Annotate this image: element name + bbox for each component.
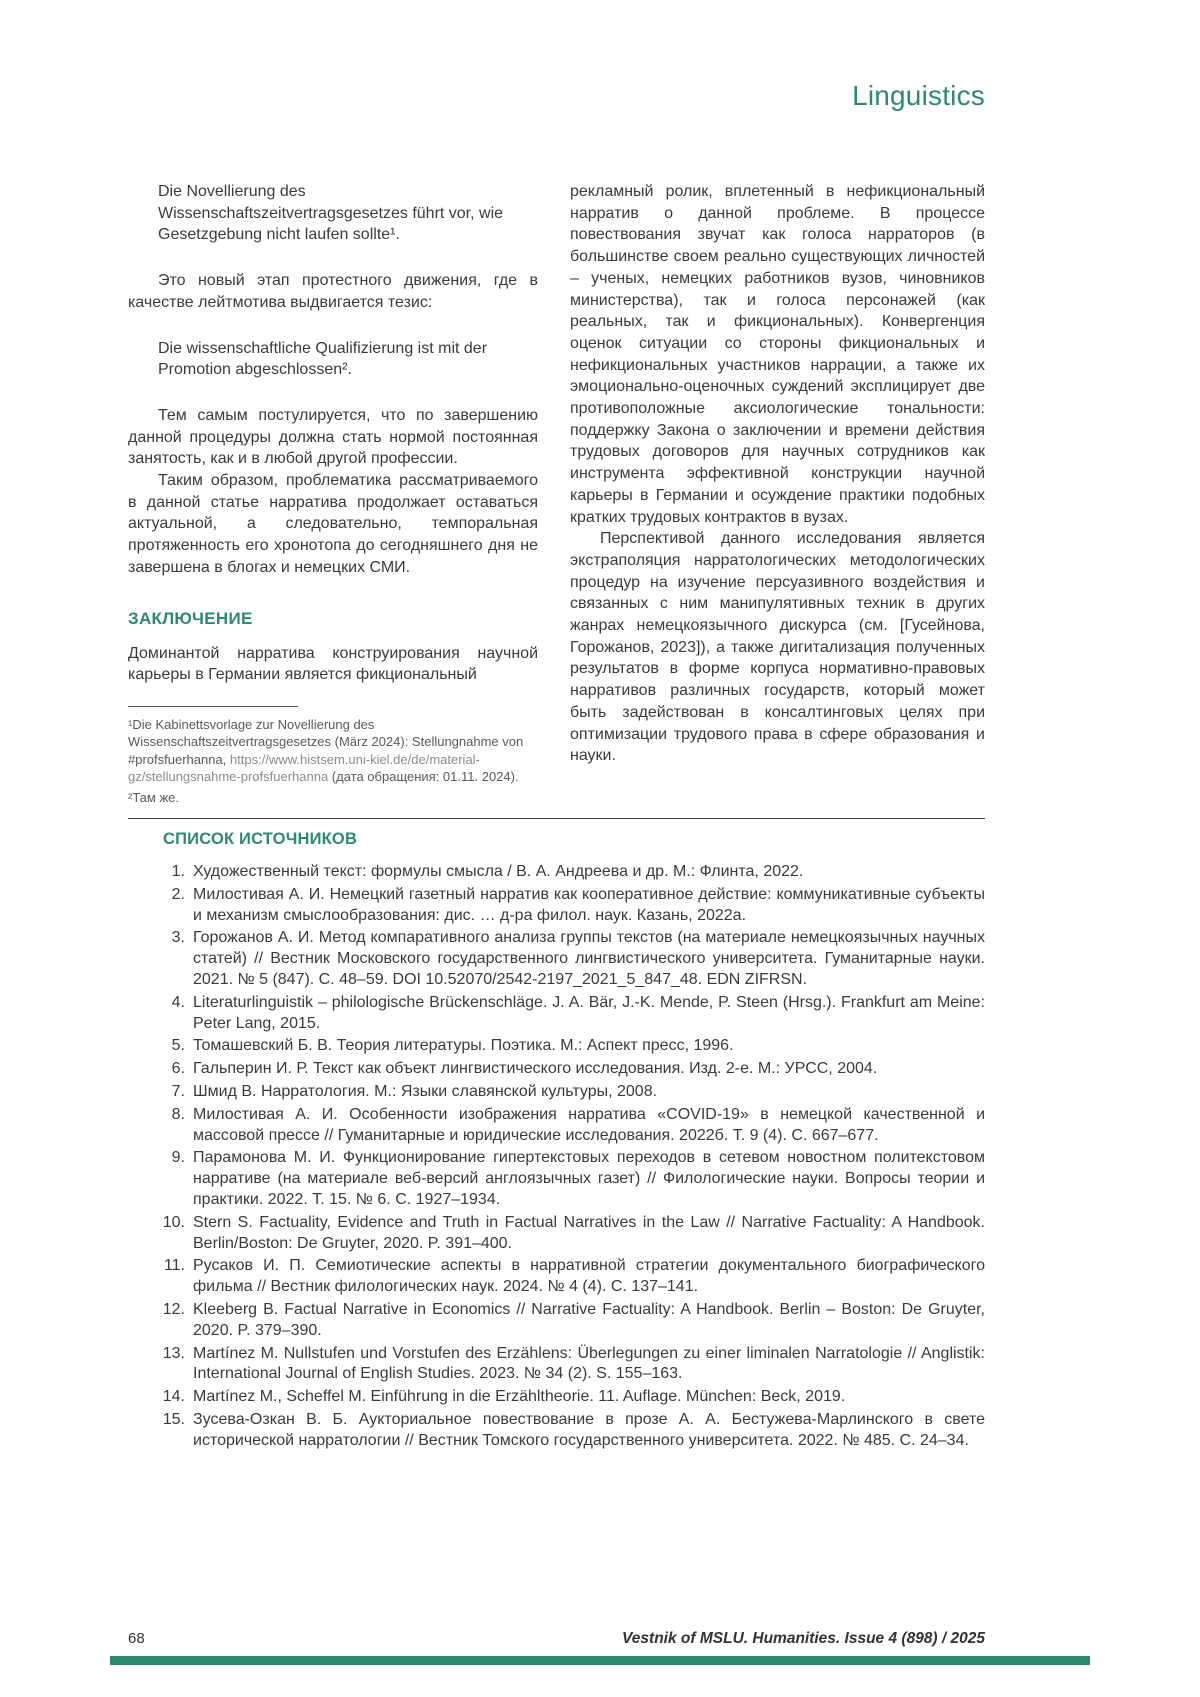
footnote-1-link[interactable]: https://www.histsem.uni-kiel.de/de/material-gz/stellungsnahme-profsfuerhanna bbox=[128, 751, 480, 785]
reference-number: 4. bbox=[171, 993, 185, 1011]
reference-text: Шмид В. Нарратология. М.: Языки славянской культуры, 2008. bbox=[193, 1082, 658, 1100]
reference-item bbox=[128, 1082, 985, 1103]
reference-number: 8. bbox=[171, 1105, 185, 1123]
footnote-1-text: ¹Die Kabinettsvorlage zur Novellierung des Wissenschaftszeitvertragsgesetzes (März 2024): Stellungnahme von #profsfuerhanna, bbox=[128, 716, 524, 767]
references-divider bbox=[128, 818, 985, 819]
reference-item bbox=[128, 1300, 985, 1342]
reference-number: 6. bbox=[171, 1060, 185, 1078]
reference-number: 5. bbox=[171, 1037, 185, 1055]
reference-item bbox=[128, 1105, 985, 1147]
reference-number: 3. bbox=[171, 929, 185, 947]
reference-item bbox=[128, 1410, 985, 1452]
footnote-divider bbox=[128, 706, 298, 707]
reference-text: Kleeberg B. Factual Narrative in Economics // Narrative Factuality: A Handbook. Berlin – Boston: De Gruyter, 2020. P. 379–390. bbox=[193, 1300, 985, 1339]
reference-item bbox=[128, 1344, 985, 1386]
reference-number: 2. bbox=[171, 885, 185, 903]
paragraph: Перспективой данного исследования является экстраполяция нарратологических методологических процедур на изучение персуазивного воздействия и связанных с ним манипулятивных техник в других жанрах немецкоязычного дискурса (см. [Гусейнова, Горожанов, 2023]), а также дигитализация полученных результатов в форме корпуса нормативно-правовых нарративов различных государств, который может быть задействован в консалтинговых целях при оптимизации трудового права в сфере образования и науки. bbox=[570, 530, 985, 765]
reference-number: 12. bbox=[162, 1300, 185, 1318]
references-heading: СПИСОК ИСТОЧНИКОВ bbox=[163, 830, 358, 848]
reference-text: Парамонова М. И. Функционирование гипертекстовых переходов в сетевом новостном политекстовом нарративе (на материале веб-версий англоязычных газет) // Филологические науки. Вопросы теории и практики. 2022. Т. 15. № 6. С. 1927–1934. bbox=[193, 1149, 985, 1208]
reference-text: Martínez M. Nullstufen und Vorstufen des Erzählens: Überlegungen zu einer liminalen Narratologie // Anglistik: International Journal of English Studies. 2023. № 34 (2). S. 155–163. bbox=[193, 1344, 985, 1383]
reference-text: Literaturlinguistik – philologische Brückenschläge. J. A. Bär, J.-K. Mende, P. Steen (Hrsg.). Frankfurt am Meine: Peter Lang, 2015. bbox=[193, 993, 985, 1032]
reference-item bbox=[128, 1036, 985, 1057]
reference-text: Русаков И. П. Семиотические аспекты в нарративной стратегии документального биографического фильма // Вестник филологических наук. 2024. № 4 (4). С. 137–141. bbox=[193, 1257, 985, 1296]
paragraph: Доминантой нарратива конструирования научной карьеры в Германии является фикциональный bbox=[128, 644, 538, 684]
german-quote-2: Die wissenschaftliche Qualifizierung ist mit der Promotion abgeschlossen². bbox=[158, 339, 488, 379]
reference-text: Martínez M., Scheffel M. Einführung in die Erzähltheorie. 11. Auflage. München: Beck, 2019. bbox=[193, 1388, 846, 1406]
paragraph: Таким образом, проблематика рассматриваемого в данной статье нарратива продолжает оставаться актуальной, а следовательно, темпоральная протяженность его хронотопа до сегодняшнего дня не завершена в блогах и немецких СМИ. bbox=[128, 472, 538, 576]
footnote-1 bbox=[128, 716, 538, 786]
footnote-2: ²Там же. bbox=[128, 789, 180, 805]
conclusion-heading: ЗАКЛЮЧЕНИЕ bbox=[128, 608, 253, 628]
references-section bbox=[128, 818, 985, 1454]
reference-item bbox=[128, 1256, 985, 1298]
reference-number: 9. bbox=[171, 1149, 185, 1167]
reference-text: Гальперин И. Р. Текст как объект лингвистического исследования. Изд. 2-е. М.: УРСС, 2004. bbox=[193, 1060, 878, 1078]
reference-item bbox=[128, 993, 985, 1035]
reference-number: 14. bbox=[162, 1388, 185, 1406]
article-body bbox=[128, 181, 985, 809]
reference-text: Томашевский Б. В. Теория литературы. Поэтика. М.: Аспект пресс, 1996. bbox=[193, 1037, 734, 1055]
reference-text: Stern S. Factuality, Evidence and Truth in Factual Narratives in the Law // Narrative Factuality: A Handbook. Berlin/Boston: De Gruyter, 2020. P. 391–400. bbox=[193, 1213, 985, 1252]
reference-number: 1. bbox=[171, 863, 185, 880]
reference-item bbox=[128, 928, 985, 990]
reference-item bbox=[128, 1387, 985, 1408]
reference-text: Зусева-Озкан В. Б. Аукториальное повествование в прозе А. А. Бестужева-Марлинского в свете исторической нарратологии // Вестник Томского государственного университета. 2022. № 485. С. 24–34. bbox=[193, 1410, 985, 1449]
reference-number: 13. bbox=[162, 1344, 185, 1362]
reference-item bbox=[128, 862, 985, 883]
reference-number: 7. bbox=[171, 1082, 185, 1100]
reference-text: Художественный текст: формулы смысла / В. А. Андреева и др. М.: Флинта, 2022. bbox=[193, 863, 804, 880]
reference-item bbox=[128, 1059, 985, 1080]
reference-number: 11. bbox=[163, 1257, 185, 1275]
reference-text: Милостивая А. И. Немецкий газетный нарратив как кооперативное действие: коммуникативные субъекты и механизм смыслообразования: дис. … д-ра филол. наук. Казань, 2022а. bbox=[193, 885, 985, 924]
paragraph: Тем самым постулируется, что по завершению данной процедуры должна стать нормой постоянная занятость, как и в любой другой профессии. bbox=[128, 406, 538, 468]
reference-item bbox=[128, 885, 985, 927]
section-heading: Linguistics bbox=[852, 80, 985, 111]
right-column bbox=[570, 181, 985, 809]
german-quote-1: Die Novellierung des Wissenschaftszeitvertragsgesetzes führt vor, wie Gesetzgebung nicht laufen sollte¹. bbox=[158, 183, 504, 244]
reference-item bbox=[128, 1148, 985, 1210]
left-column bbox=[128, 181, 538, 809]
paragraph: рекламный ролик, вплетенный в нефикциональный нарратив о данной проблеме. В процессе повествования звучат как голоса нарраторов (в большинстве своем реально существующих личностей – ученых, немецких работников вузов, чиновников министерства), так и голоса персонажей (как реальных, так и фикциональных). Конвергенция оценок ситуации со стороны фикциональных и нефикциональных участников наррации, а также их эмоционально-оценочных суждений эксплицирует две противоположные аксиологические тональности: поддержку Закона о заключении и времени действия трудовых договоров для научных сотрудников как инструмента эффективной конструкции научной карьеры в Германии и осуждение практики подобных кратких трудовых контрактов в вузах. bbox=[570, 183, 985, 526]
reference-item bbox=[128, 1213, 985, 1255]
page-number: 68 bbox=[128, 1630, 145, 1647]
footer-accent-bar bbox=[110, 1656, 1090, 1665]
references-list bbox=[128, 862, 985, 1452]
paragraph: Это новый этап протестного движения, где в качестве лейтмотива выдвигается тезис: bbox=[128, 272, 538, 311]
reference-text: Горожанов А. И. Метод компаративного анализа группы текстов (на материале немецкоязычных научных статей) // Вестник Московского государственного лингвистического университета. Гуманитарные науки. 2021. № 5 (847). С. 48–59. DOI 10.52070/2542-2197_2021_5_847_48. EDN ZIFRSN. bbox=[193, 929, 985, 988]
reference-number: 15. bbox=[162, 1410, 185, 1428]
journal-title: Vestnik of MSLU. Humanities. Issue 4 (898) / 2025 bbox=[622, 1630, 985, 1647]
footnote-1-date: (дата обращения: 01.11. 2024). bbox=[328, 769, 519, 785]
footnotes-block bbox=[128, 706, 538, 807]
reference-text: Милостивая А. И. Особенности изображения нарратива «COVID-19» в немецкой качественной и массовой прессе // Гуманитарные и юридические исследования. 2022б. Т. 9 (4). С. 667–677. bbox=[193, 1105, 985, 1144]
page-footer bbox=[128, 1630, 985, 1648]
reference-number: 10. bbox=[162, 1213, 185, 1231]
